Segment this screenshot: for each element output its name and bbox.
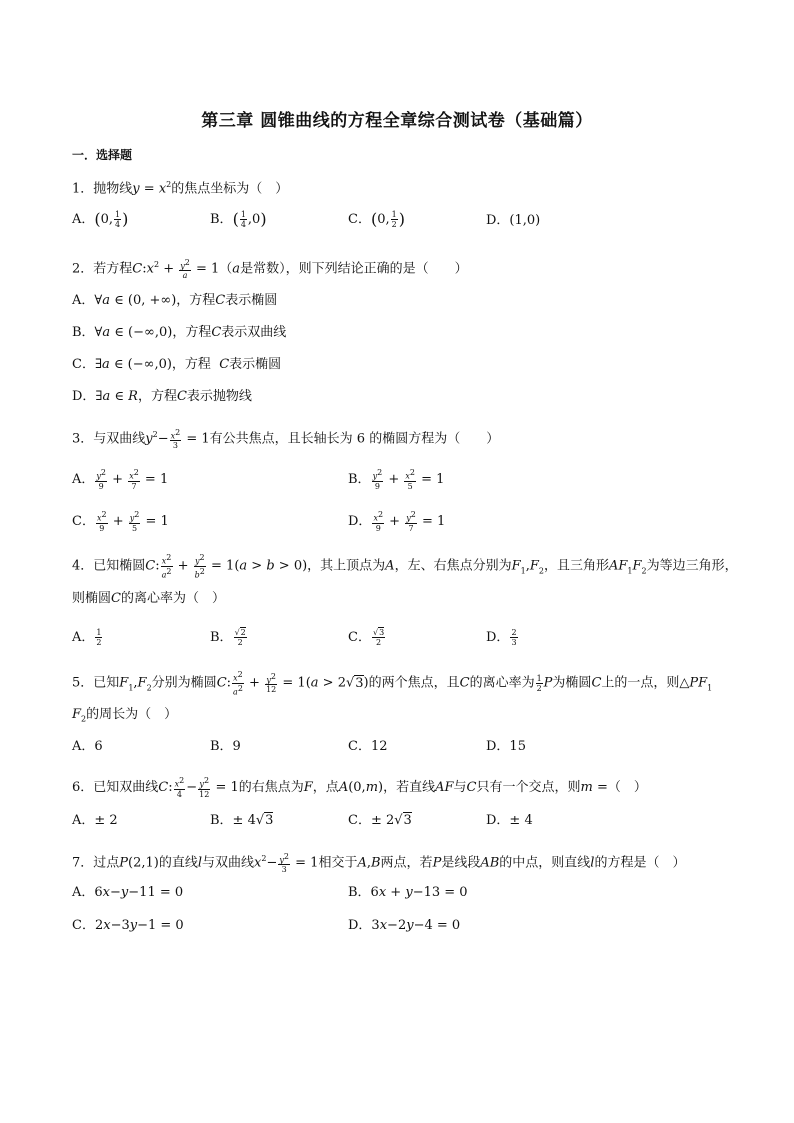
q4-option-b: B． $\frac{√2}{2}$	[210, 628, 246, 647]
q4-option-d: D． $\frac{2}{3}$	[486, 628, 517, 647]
q3-option-d: D． $\frac{x^2}{9}$ + $\frac{y^2}{7}$ = 1	[348, 510, 446, 533]
q6-option-a: A．± 2	[72, 813, 118, 828]
q3-option-c: C． $\frac{x^2}{9}$ + $\frac{y^2}{5}$ = 1	[72, 510, 169, 533]
question-4-stem-cont: 则椭圆C的离心率为（ ）	[72, 591, 225, 606]
question-7-stem: 7．过点P(2,1)的直线l与双曲线$x^2-$ $\frac{y^2}{3}$ = 1相交于A,B两点，若P是线段AB的中点，则直线l的方程是（ ）	[72, 851, 686, 875]
question-4-stem: 4．已知椭圆C: $\frac{x^2}{a^2}$ + $\frac{y^2}{b^2}$ = 1(a > b > 0)，其上顶点为A，左、右焦点分别为$F_1,F_2$，且三角形$AF_1F_2$为等边三角形，	[72, 553, 738, 580]
q3-option-b: B． $\frac{y^2}{9}$ + $\frac{x^2}{5}$ = 1	[348, 468, 445, 491]
q5-option-d: D．15	[486, 739, 526, 754]
q6-option-b: B．± 4√3	[210, 813, 274, 828]
question-5-stem: 5．已知$F_1,F_2$分别为椭圆C: $\frac{x^2}{a^2}$ + $\frac{y^2}{12}$ = 1(a > 2√3)的两个焦点，且C的离心率为 $\frac{1}{2}$ P为椭圆C上的一点，则$\triangle PF_1$	[72, 670, 713, 697]
q7-option-d: D．3x−2y−4 = 0	[348, 918, 461, 933]
question-2-stem: 2．若方程$C:x^2$ + $\frac{y^2}{a}$ = 1（a是常数），则下列结论正确的是（ ）	[72, 257, 468, 281]
page-title: 第三章 圆锥曲线的方程全章综合测试卷（基础篇）	[201, 111, 593, 131]
q2-option-d: D．∃a ∈ R，方程C表示抛物线	[72, 389, 252, 404]
q1-option-b: B．( $\frac{1}{4}$ ,0)	[210, 209, 267, 229]
q2-option-a: A．∀a ∈ (0, +∞)，方程C表示椭圆	[72, 293, 278, 308]
q5-option-c: C．12	[348, 739, 388, 754]
section-heading: 一．选择题	[72, 148, 133, 162]
q4-option-a: A． $\frac{1}{2}$	[72, 628, 102, 647]
q5-option-a: A．6	[72, 739, 103, 754]
question-6-stem: 6．已知双曲线C: $\frac{x^2}{4}$ − $\frac{y^2}{12}$ = 1的右焦点为F，点A(0,m)，若直线AF与C只有一个交点，则m =（ ）	[72, 776, 647, 799]
q6-option-c: C．± 2√3	[348, 813, 412, 828]
q7-option-c: C．2x−3y−1 = 0	[72, 918, 184, 933]
q3-option-a: A． $\frac{y^2}{9}$ + $\frac{x^2}{7}$ = 1	[72, 468, 169, 491]
q7-option-b: B．6x + y−13 = 0	[348, 885, 468, 900]
question-3-stem: 3．与双曲线$y^2-$ $\frac{x^2}{3}$ = 1有公共焦点，且长轴长为 6 的椭圆方程为（ ）	[72, 427, 500, 451]
q2-option-b: B．∀a ∈ (−∞,0)，方程C表示双曲线	[72, 325, 287, 340]
q1-option-a: A．(0, $\frac{1}{4}$ )	[72, 209, 129, 229]
q2-option-c: C．∃a ∈ (−∞,0)，方程 C表示椭圆	[72, 357, 282, 372]
q1-option-c: C．(0, $\frac{1}{2}$ )	[348, 209, 405, 229]
q5-option-b: B．9	[210, 739, 241, 754]
q1-option-d: D．(1,0)	[486, 213, 541, 228]
question-1-stem: 1．抛物线$y = x^2$的焦点坐标为（ ）	[72, 180, 289, 197]
q7-option-a: A．6x−y−11 = 0	[72, 885, 184, 900]
q4-option-c: C． $\frac{√3}{2}$	[348, 628, 385, 647]
question-5-stem-cont: $F_2$的周长为（ ）	[72, 707, 178, 724]
q6-option-d: D．± 4	[486, 813, 533, 828]
